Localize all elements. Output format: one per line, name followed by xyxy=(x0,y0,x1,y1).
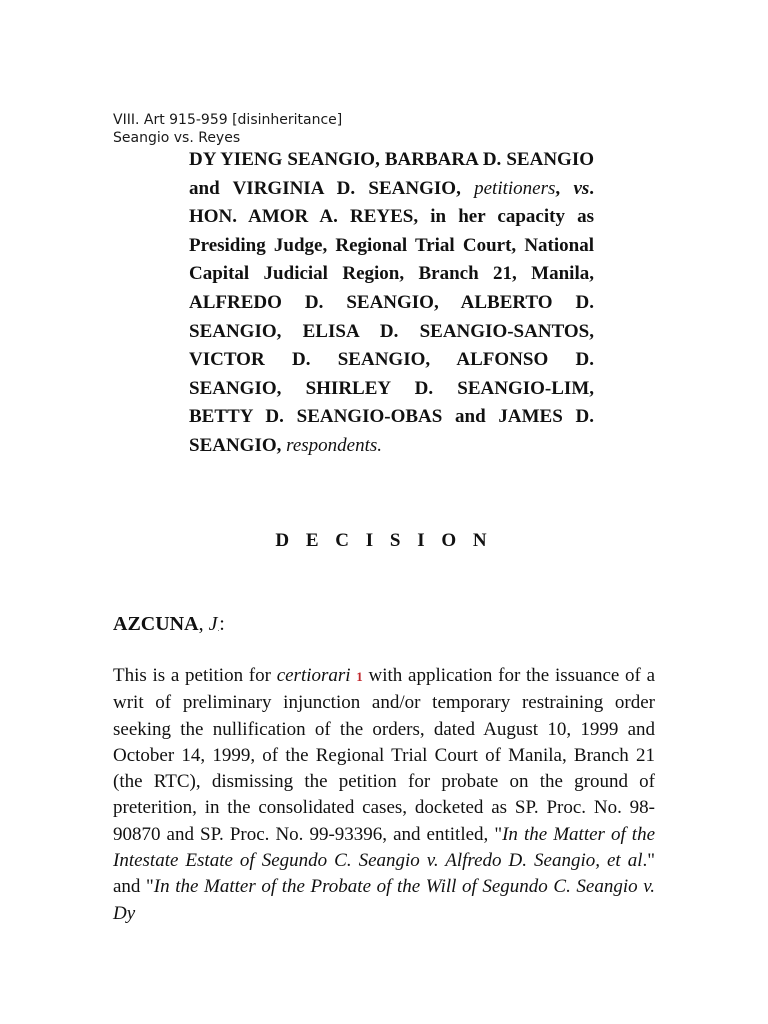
case-caption xyxy=(189,146,594,461)
respondents-label: respondents xyxy=(286,434,378,456)
case-title-intestate: In the Matter of the Intestate Estate of Segundo C. Seangio v. Alfredo D. Seangio, et al xyxy=(113,823,655,872)
decision-heading: D E C I S I O N xyxy=(275,530,493,551)
ponente-title: J xyxy=(208,613,218,635)
case-title-probate: In the Matter of the Probate of the Will of Segundo C. Seangio v. Dy xyxy=(113,876,655,924)
document-header-topic: VIII. Art 915-959 [disinheritance] xyxy=(113,112,343,128)
petitioners-label: petitioners xyxy=(474,177,556,199)
respondents-names: . HON. AMOR A. REYES, in her capacity as Presiding Judge, Regional Trial Court, National Capital Judicial Region, Branch 21, Manila, ALFREDO D. SEANGIO, ALBERTO D. SEANGIO, ELISA D. SEANGIO-SANTOS, VICTOR D. SEANGIO, ALFONSO D. SEANGIO, SHIRLEY D. SEANGIO-LIM, BETTY D. SEANGIO-OBAS and JAMES D. SEANGIO xyxy=(189,177,595,456)
footnote-link[interactable]: 1 xyxy=(356,669,363,684)
document-header-case: Seangio vs. Reyes xyxy=(113,130,241,146)
body-text: ." and " xyxy=(113,850,655,898)
ponente-name: AZCUNA xyxy=(113,613,199,635)
caption-punct: , xyxy=(456,177,475,199)
caption-punct: . xyxy=(377,434,383,456)
versus-label: vs xyxy=(573,177,590,199)
ponente-line xyxy=(113,613,225,636)
ponente-punct: : xyxy=(219,613,225,635)
body-text: This is a petition for xyxy=(113,665,277,686)
caption-punct: , xyxy=(555,177,574,199)
ponente-title-period: . xyxy=(217,625,220,633)
petitioners-names: DY YIENG SEANGIO, BARBARA D. SEANGIO and VIRGINIA D. SEANGIO xyxy=(189,149,594,199)
caption-punct: , xyxy=(276,434,287,456)
ponente-punct: , xyxy=(198,613,209,635)
body-text: with application for the issuance of a writ of preliminary injunction and/or temporary restraining order seeking the nullification of the orders, dated August 10, 1999 and October 14, 1999, of the Regional Trial Court of Manila, Branch 21 (the RTC), dismissing the petition for probate on the ground of preterition, in the consolidated cases, docketed as SP. Proc. No. 98-90870 and SP. Proc. No. 99-93396, and entitled, " xyxy=(113,665,656,845)
body-paragraph xyxy=(113,663,655,927)
certiorari-term: certiorari xyxy=(276,665,351,686)
